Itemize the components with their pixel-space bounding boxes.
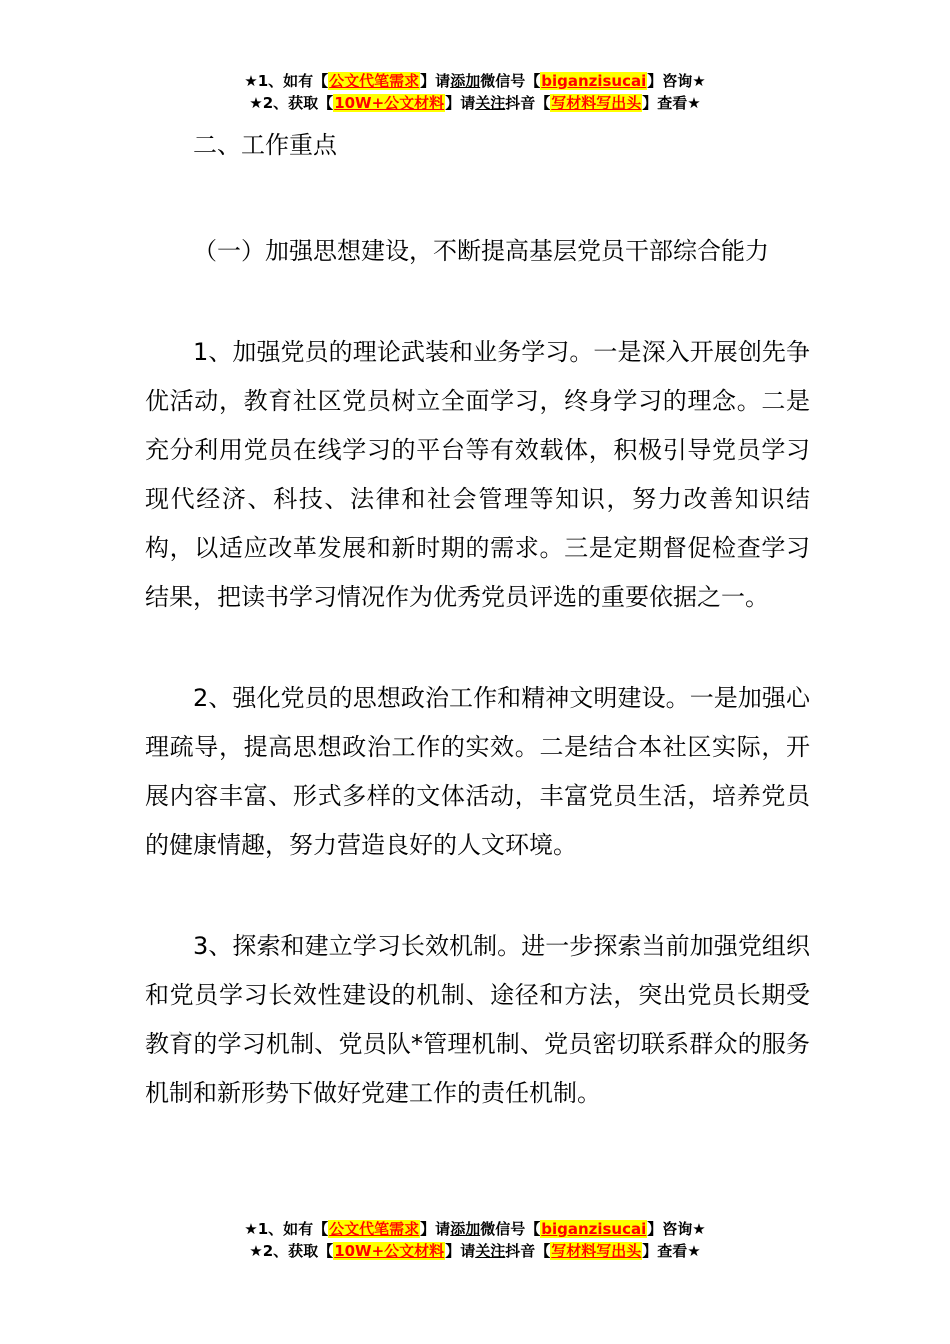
- promo-text: ★2、获取【: [249, 94, 334, 112]
- promo-line-1: [0, 70, 950, 92]
- promo-banner-top: [0, 70, 950, 114]
- promo-banner-bottom: [0, 1218, 950, 1262]
- promo-text: 】咨询★: [647, 72, 706, 90]
- promo-underline: 添加: [450, 1220, 481, 1238]
- promo-wechat-id: biganzisucai: [541, 1220, 647, 1238]
- promo-text: ★2、获取【: [249, 1242, 334, 1260]
- promo-text: 】咨询★: [647, 1220, 706, 1238]
- promo-text: ★1、如有【: [244, 1220, 329, 1238]
- spacer: [145, 276, 810, 328]
- spacer: [145, 870, 810, 922]
- paragraph-1: 1、加强党员的理论武装和业务学习。一是深入开展创先争优活动，教育社区党员树立全面学习，终身学习的理念。二是充分利用党员在线学习的平台等有效载体，积极引导党员学习现代经济、科技、法律和社会管理等知识，努力改善知识结构，以适应改革发展和新时期的需求。三是定期督促检查学习结果，把读书学习情况作为优秀党员评选的重要依据之一。: [145, 338, 810, 611]
- section-heading: 二、工作重点: [193, 131, 337, 159]
- promo-text: 】请: [445, 1242, 476, 1260]
- spacer: [145, 165, 810, 227]
- paragraph-2: 2、强化党员的思想政治工作和精神文明建设。一是加强心理疏导，提高思想政治工作的实效。二是结合本社区实际，开展内容丰富、形式多样的文体活动，丰富党员生活，培养党员的健康情趣，努力营造良好的人文环境。: [145, 684, 810, 859]
- promo-text: 】请: [420, 1220, 451, 1238]
- promo-text: 】查看★: [642, 94, 701, 112]
- promo-highlight: 10W+公文材料: [334, 94, 445, 112]
- subsection-heading: （一）加强思想建设，不断提高基层党员干部综合能力: [193, 237, 769, 265]
- promo-line-2: [0, 92, 950, 114]
- promo-text: 抖音【: [505, 94, 551, 112]
- promo-underline: 关注: [475, 1242, 506, 1260]
- promo-underline: 添加: [450, 72, 481, 90]
- promo-douyin-id: 写材料写出头: [551, 1242, 642, 1260]
- promo-text: 】请: [420, 72, 451, 90]
- promo-wechat-id: biganzisucai: [541, 72, 647, 90]
- promo-text: 微信号【: [480, 1220, 541, 1238]
- spacer: [145, 622, 810, 674]
- promo-text: ★1、如有【: [244, 72, 329, 90]
- promo-line-1: [0, 1218, 950, 1240]
- paragraph-3: 3、探索和建立学习长效机制。进一步探索当前加强党组织和党员学习长效性建设的机制、途径和方法，突出党员长期受教育的学习机制、党员队*管理机制、党员密切联系群众的服务机制和新形势下做好党建工作的责任机制。: [145, 932, 810, 1107]
- promo-line-2: [0, 1240, 950, 1262]
- promo-highlight: 公文代笔需求: [329, 72, 420, 90]
- promo-underline: 关注: [475, 94, 506, 112]
- promo-highlight: 10W+公文材料: [334, 1242, 445, 1260]
- promo-douyin-id: 写材料写出头: [551, 94, 642, 112]
- document-body: [145, 125, 810, 1118]
- promo-text: 抖音【: [505, 1242, 551, 1260]
- promo-text: 微信号【: [480, 72, 541, 90]
- promo-text: 】请: [445, 94, 476, 112]
- promo-text: 】查看★: [642, 1242, 701, 1260]
- promo-highlight: 公文代笔需求: [329, 1220, 420, 1238]
